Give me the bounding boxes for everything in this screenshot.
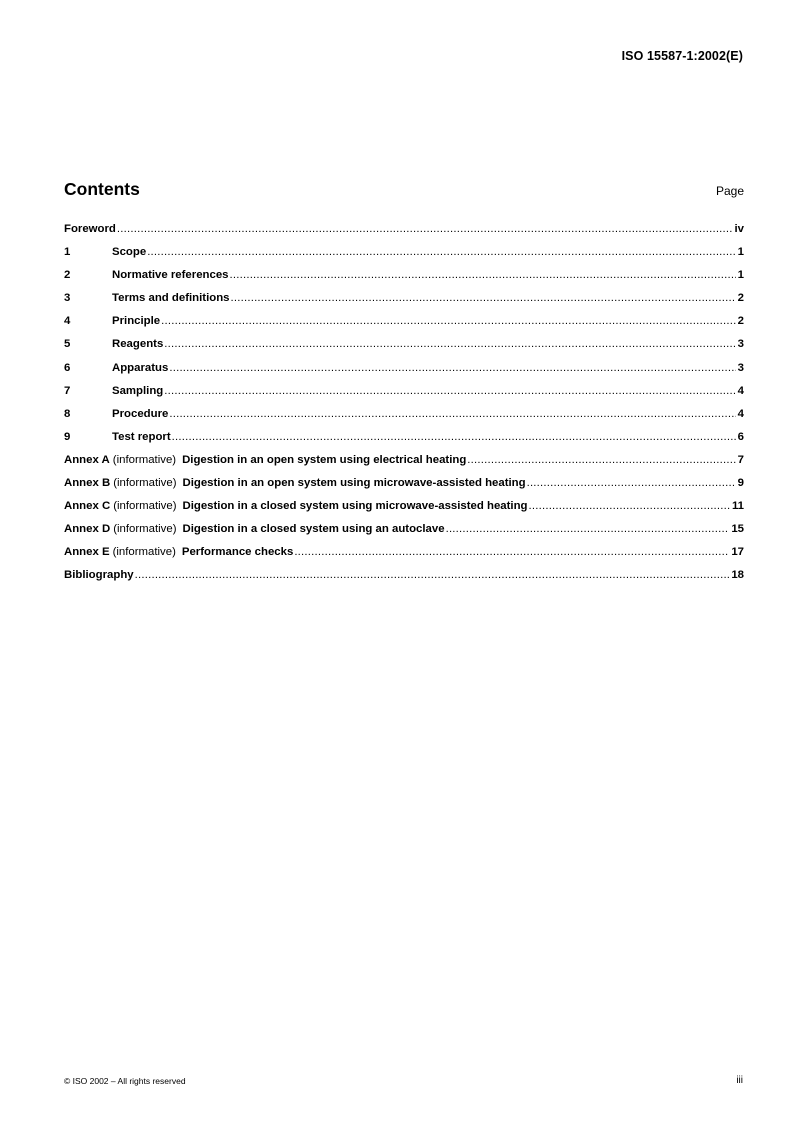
- toc-entry-apparatus[interactable]: [64, 362, 744, 385]
- toc-entry-page: 4: [737, 407, 744, 420]
- annex-type: (informative): [113, 523, 177, 536]
- toc-entry-normative-references[interactable]: [64, 269, 744, 292]
- contents-title: Contents: [64, 179, 140, 199]
- dot-leader: [294, 546, 729, 558]
- dot-leader: [161, 315, 736, 327]
- toc-entry-page: 18: [731, 569, 744, 582]
- toc-entry-foreword[interactable]: [64, 223, 744, 246]
- annex-label: Annex D: [64, 523, 111, 536]
- toc-entry-title: Scope: [112, 246, 147, 259]
- dot-leader: [135, 569, 730, 581]
- toc-entry-page: 3: [737, 361, 744, 374]
- contents-header: [64, 176, 744, 200]
- toc-entry-test-report[interactable]: [64, 431, 744, 454]
- toc-entry-title: Sampling: [112, 384, 164, 397]
- toc-entry-terms-and-definitions[interactable]: [64, 292, 744, 315]
- toc-entry-title: Digestion in an open system using microwave-assisted heating: [182, 477, 526, 490]
- dot-leader: [529, 500, 730, 512]
- dot-leader: [169, 362, 735, 374]
- document-id: ISO 15587-1:2002(E): [621, 49, 743, 63]
- copyright-notice: © ISO 2002 – All rights reserved: [64, 1076, 186, 1086]
- clause-number: 2: [64, 269, 71, 282]
- clause-number: 4: [64, 315, 71, 328]
- dot-leader: [172, 431, 736, 443]
- annex-label: Annex A: [64, 453, 110, 466]
- dot-leader: [147, 246, 735, 258]
- clause-number: 8: [64, 407, 71, 420]
- toc-entry-page: 15: [731, 523, 744, 536]
- toc-entry-title: Principle: [112, 315, 161, 328]
- toc-entry-page: 17: [731, 546, 744, 559]
- toc-entry-sampling[interactable]: [64, 385, 744, 408]
- annex-type: (informative): [112, 453, 177, 466]
- toc-entry-annex-e[interactable]: [64, 546, 744, 569]
- toc-entry-title: Foreword: [64, 223, 116, 235]
- toc-entry-page: 1: [737, 246, 744, 259]
- toc-entry-procedure[interactable]: [64, 408, 744, 431]
- annex-type: (informative): [113, 477, 177, 490]
- toc-entry-title: Digestion in an open system using electrical heating: [182, 453, 467, 466]
- toc-entry-annex-b[interactable]: [64, 477, 744, 500]
- toc-entry-bibliography[interactable]: [64, 569, 744, 592]
- dot-leader: [467, 454, 735, 466]
- dot-leader: [164, 338, 735, 350]
- toc-entry-page: 1: [737, 269, 744, 282]
- toc-entry-page: 9: [737, 477, 744, 490]
- toc-entry-title: Bibliography: [64, 569, 134, 582]
- toc-entry-title: Apparatus: [112, 361, 169, 374]
- annex-label: Annex E: [64, 546, 110, 559]
- toc-entry-annex-a[interactable]: [64, 454, 744, 477]
- annex-label: Annex B: [64, 477, 111, 490]
- toc-entry-annex-d[interactable]: [64, 523, 744, 546]
- dot-leader: [231, 292, 736, 304]
- toc-entry-title: Procedure: [112, 407, 169, 420]
- clause-number: 7: [64, 384, 71, 397]
- page-column-label: Page: [715, 184, 744, 198]
- toc-entry-page: 7: [737, 453, 744, 466]
- toc-entry-page: 4: [737, 384, 744, 397]
- toc-entry-scope[interactable]: [64, 246, 744, 269]
- toc-entry-title: Performance checks: [181, 546, 294, 559]
- toc-entry-page: 11: [731, 500, 744, 513]
- toc-entry-principle[interactable]: [64, 315, 744, 338]
- dot-leader: [230, 269, 736, 281]
- toc-entry-page: 2: [737, 315, 744, 328]
- clause-number: 1: [64, 246, 71, 259]
- toc-entry-annex-c[interactable]: [64, 500, 744, 523]
- toc-entry-title: Terms and definitions: [112, 292, 230, 305]
- dot-leader: [527, 477, 736, 489]
- dot-leader: [117, 223, 733, 235]
- dot-leader: [169, 408, 735, 420]
- toc-entry-title: Normative references: [112, 269, 229, 282]
- toc-entry-title: Digestion in a closed system using an autoclave: [182, 523, 445, 536]
- annex-type: (informative): [112, 546, 176, 559]
- toc-entry-reagents[interactable]: [64, 338, 744, 361]
- clause-number: 6: [64, 361, 71, 374]
- toc-entry-page: 3: [737, 338, 744, 351]
- dot-leader: [446, 523, 730, 535]
- toc-entry-title: Reagents: [112, 338, 164, 351]
- annex-type: (informative): [113, 500, 177, 513]
- toc-entry-title: Digestion in a closed system using microwave-assisted heating: [182, 500, 528, 513]
- toc-entry-page: 2: [737, 292, 744, 305]
- toc-entry-title: Test report: [112, 430, 171, 443]
- toc-entry-page: iv: [734, 223, 744, 235]
- table-of-contents: [64, 223, 744, 593]
- annex-label: Annex C: [64, 500, 111, 513]
- toc-entry-page: 6: [737, 430, 744, 443]
- clause-number: 3: [64, 292, 71, 305]
- dot-leader: [164, 385, 735, 397]
- clause-number: 9: [64, 430, 71, 443]
- page-number: iii: [736, 1075, 743, 1086]
- clause-number: 5: [64, 338, 71, 351]
